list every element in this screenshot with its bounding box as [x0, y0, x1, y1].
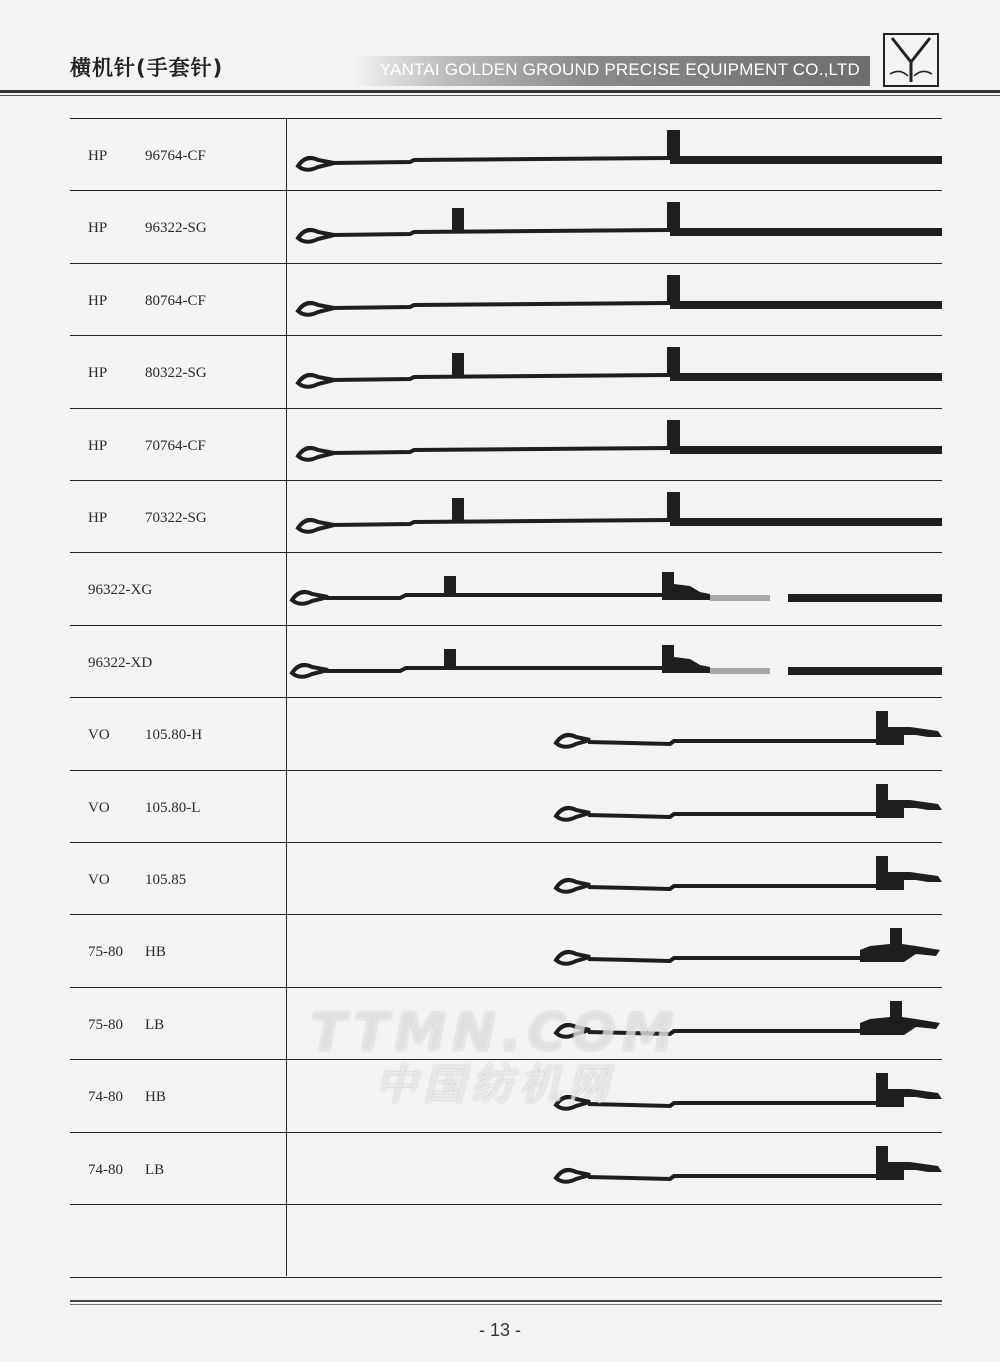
- footer-rule: [70, 1300, 942, 1302]
- needle-drawing: [70, 552, 942, 624]
- needle-drawing: [70, 770, 942, 842]
- header-rule-thin: [0, 95, 1000, 96]
- needle-prefix: HP: [88, 148, 108, 164]
- page-number: - 13 -: [478, 1320, 521, 1340]
- needle-row: [70, 914, 942, 987]
- needle-code: LB: [145, 1016, 165, 1033]
- needle-code: 70764-CF: [145, 437, 206, 454]
- needle-code: 96322-XG: [88, 582, 153, 599]
- needle-drawing: [70, 625, 942, 697]
- needle-code: 105.85: [145, 872, 187, 888]
- needle-prefix: HP: [88, 510, 108, 526]
- needle-row: [70, 480, 942, 553]
- needle-prefix: 75-80: [88, 944, 123, 961]
- page-title: 横机针(手套针): [70, 56, 224, 80]
- needle-drawing: [70, 190, 942, 262]
- watermark: [285, 1005, 705, 1109]
- needle-drawing: [70, 697, 942, 769]
- header-rule: [0, 90, 1000, 93]
- needle-prefix: 74-80: [88, 1161, 123, 1178]
- needle-prefix: 75-80: [88, 1016, 123, 1033]
- needle-row: [70, 625, 942, 698]
- needle-row: [70, 408, 942, 481]
- needle-drawing: [70, 335, 942, 407]
- needle-prefix: HP: [88, 220, 108, 237]
- needle-drawing: [70, 842, 942, 914]
- needle-prefix: VO: [88, 799, 110, 816]
- needle-row: [70, 1132, 942, 1205]
- needle-prefix: HP: [88, 365, 108, 382]
- needle-code: HB: [145, 1089, 166, 1106]
- needle-prefix: HP: [88, 437, 108, 454]
- needle-row: [70, 263, 942, 336]
- needle-code: LB: [145, 1161, 165, 1178]
- needle-drawing: [70, 408, 942, 480]
- needle-prefix: HP: [88, 292, 108, 309]
- watermark-chinese: 中国纺机网: [374, 1060, 615, 1109]
- needle-prefix: VO: [88, 727, 110, 744]
- needle-row: [70, 842, 942, 915]
- needle-row: [70, 552, 942, 625]
- needle-row: [70, 697, 942, 770]
- needle-code: 96764-CF: [145, 148, 206, 164]
- needle-row: [70, 118, 942, 191]
- needle-drawing: [70, 1204, 942, 1276]
- needle-drawing: [70, 263, 942, 335]
- needle-row: [70, 1204, 942, 1276]
- needle-code: 96322-XD: [88, 654, 153, 671]
- company-logo: [880, 28, 942, 90]
- needle-code: 80764-CF: [145, 292, 206, 309]
- needle-code: 80322-SG: [145, 365, 207, 382]
- company-banner: [352, 56, 870, 86]
- needle-row: [70, 770, 942, 843]
- needle-code: 105.80-L: [145, 799, 201, 816]
- needle-code: HB: [145, 944, 166, 961]
- needle-code: 70322-SG: [145, 510, 207, 526]
- needle-prefix: 74-80: [88, 1089, 123, 1106]
- needle-code: 96322-SG: [145, 220, 207, 237]
- needle-row: [70, 190, 942, 263]
- needle-drawing: [70, 118, 942, 190]
- company-name: YANTAI GOLDEN GROUND PRECISE EQUIPMENT CO.,LTD: [379, 60, 860, 79]
- needle-code: 105.80-H: [145, 727, 203, 744]
- watermark-domain: TTMN.COM: [310, 1003, 680, 1063]
- needle-row: [70, 335, 942, 408]
- needle-drawing: [70, 1132, 942, 1204]
- needle-drawing: [70, 914, 942, 986]
- needle-prefix: VO: [88, 872, 110, 888]
- needle-drawing: [70, 480, 942, 552]
- footer-rule-thin: [70, 1304, 942, 1305]
